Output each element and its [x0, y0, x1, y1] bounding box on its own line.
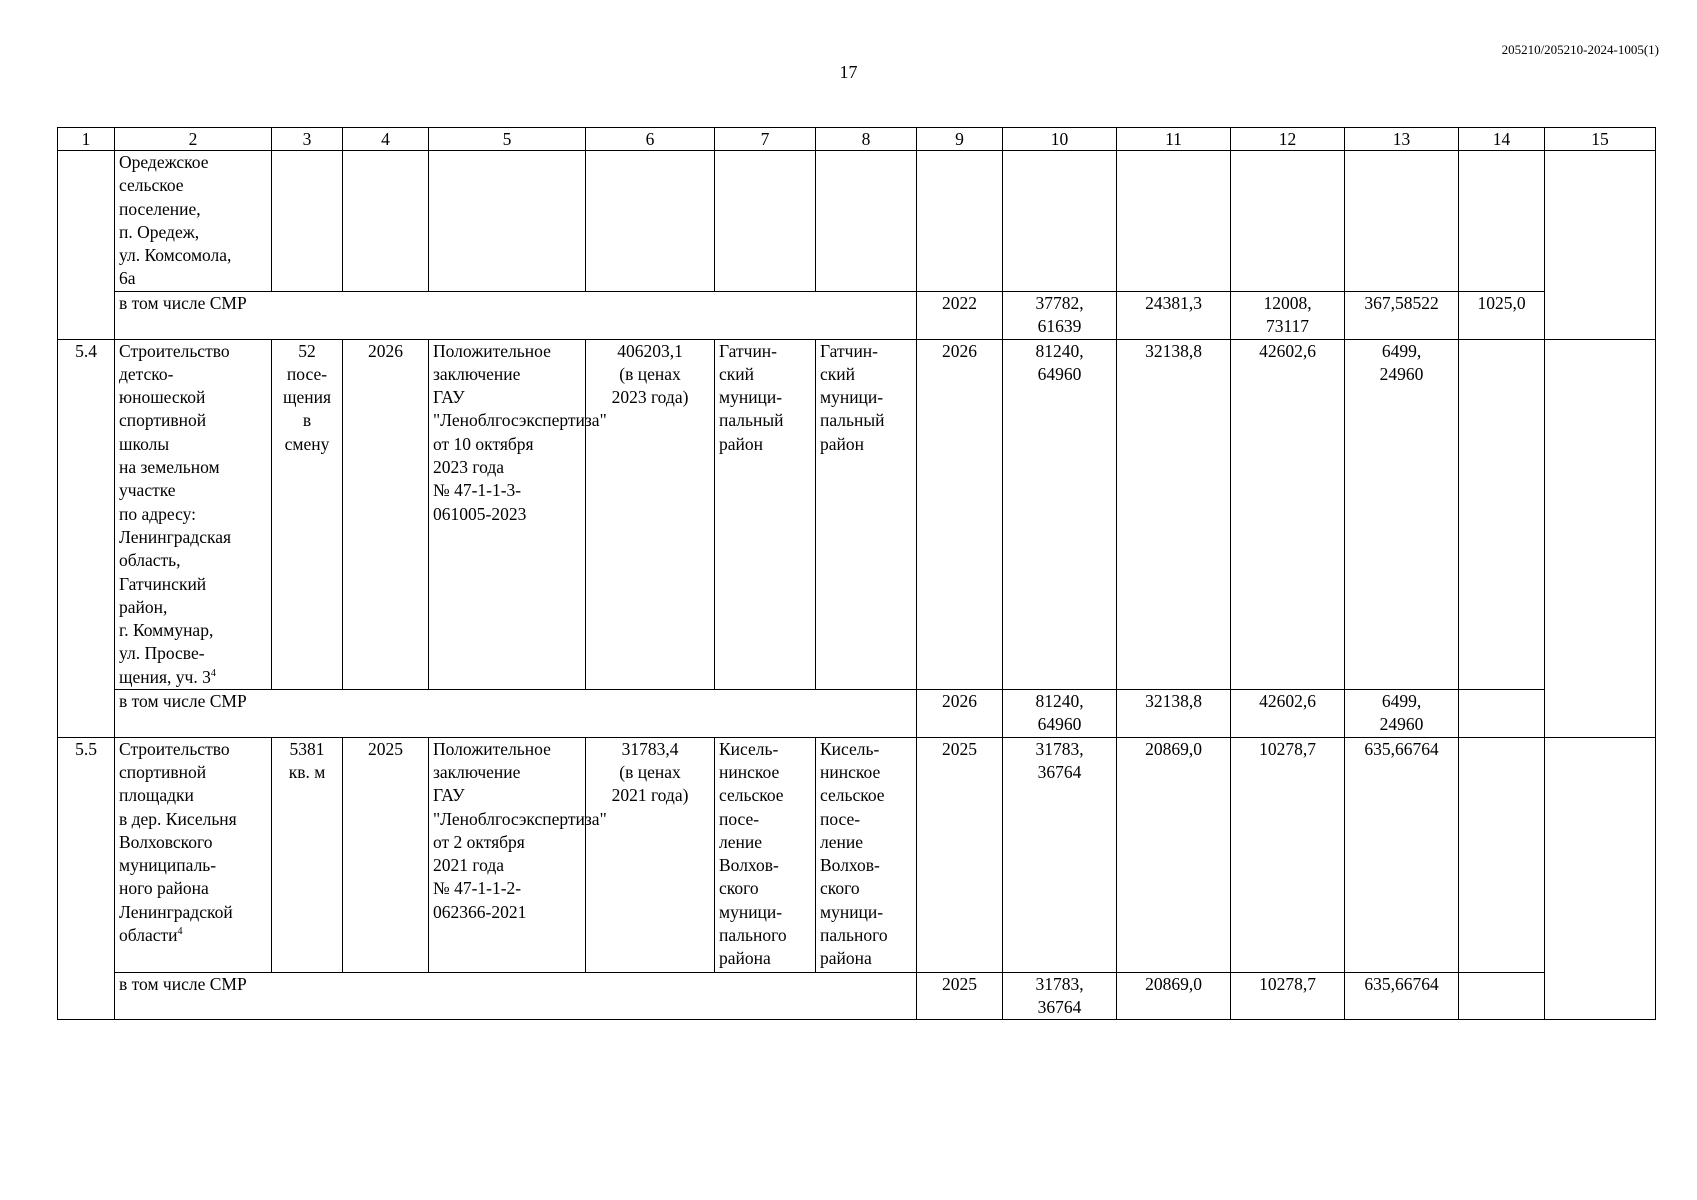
table-cell: [343, 151, 429, 292]
smr-row: [58, 690, 1656, 738]
smr-label: в том числе СМР: [115, 292, 917, 340]
table-cell: [1545, 151, 1656, 340]
object-name-text: Строительство спортивной площадки в дер. Кисельня Волховского муниципаль- ного района Ленинградской области: [119, 738, 237, 946]
value-12-cell: 10278,7: [1231, 737, 1345, 972]
header-cell: 2: [115, 128, 272, 151]
smr-label: в том числе СМР: [115, 690, 917, 738]
table-row: [58, 737, 1656, 972]
header-cell: 4: [343, 128, 429, 151]
value-13-cell: 635,66764: [1345, 737, 1459, 972]
table-cell: [1459, 151, 1545, 292]
smr-value-10: 81240, 64960: [1003, 690, 1117, 738]
table-cell: [1231, 151, 1345, 292]
value-11-cell: 32138,8: [1117, 339, 1231, 689]
smr-value-10: 31783, 36764: [1003, 972, 1117, 1020]
smr-year: 2026: [917, 690, 1003, 738]
header-cell: 12: [1231, 128, 1345, 151]
table-cell: [429, 151, 586, 292]
value-10-cell: 31783, 36764: [1003, 737, 1117, 972]
smr-value-13: 367,58522: [1345, 292, 1459, 340]
table-cell: [1003, 151, 1117, 292]
header-cell: 15: [1545, 128, 1656, 151]
smr-row: [58, 972, 1656, 1020]
table-cell: [917, 151, 1003, 292]
smr-year: 2022: [917, 292, 1003, 340]
value-12-cell: 42602,6: [1231, 339, 1345, 689]
row-number-cell: [58, 151, 115, 340]
smr-value-13: 6499, 24960: [1345, 690, 1459, 738]
header-cell: 11: [1117, 128, 1231, 151]
header-cell: 6: [586, 128, 715, 151]
table-cell: [1545, 339, 1656, 737]
object-name-cell: [115, 737, 272, 972]
header-cell: 9: [917, 128, 1003, 151]
table-cell: [586, 151, 715, 292]
table-cell: [1117, 151, 1231, 292]
expertise-cell: Положительное заключение ГАУ "Леноблгосэкспертиза" от 10 октября 2023 года № 47-1-1-3- 061005-2023: [429, 339, 586, 689]
smr-value-13: 635,66764: [1345, 972, 1459, 1020]
smr-year: 2025: [917, 972, 1003, 1020]
table-cell: [1459, 972, 1545, 1020]
smr-value-14: 1025,0: [1459, 292, 1545, 340]
smr-value-11: 24381,3: [1117, 292, 1231, 340]
header-cell: 3: [272, 128, 343, 151]
capacity-cell: 5381 кв. м: [272, 737, 343, 972]
header-cell: 1: [58, 128, 115, 151]
smr-value-12: 10278,7: [1231, 972, 1345, 1020]
developer-cell: Кисель- нинское сельское посе- ление Волхов- ского муници- пального района: [816, 737, 917, 972]
fin-year-cell: 2025: [917, 737, 1003, 972]
footnote-mark: 4: [177, 926, 183, 938]
footnote-mark: 4: [210, 667, 216, 679]
table-cell: [1459, 690, 1545, 738]
table-cell: [1545, 737, 1656, 1020]
header-row: [58, 128, 1656, 151]
header-cell: 13: [1345, 128, 1459, 151]
header-cell: 7: [715, 128, 816, 151]
table-cell: [272, 151, 343, 292]
header-cell: 14: [1459, 128, 1545, 151]
capacity-cell: 52 посе- щения в смену: [272, 339, 343, 689]
smr-label: в том числе СМР: [115, 972, 917, 1020]
object-name-text: Строительство детско- юношеской спортивной школы на земельном участке по адресу: Ленинградская область, Гатчинский район, г. Коммунар, ул. Просве- щения, уч. 3: [119, 340, 232, 687]
value-10-cell: 81240, 64960: [1003, 339, 1117, 689]
document-id: 205210/205210-2024-1005(1): [1501, 42, 1659, 57]
header-cell: 10: [1003, 128, 1117, 151]
customer-cell: Кисель- нинское сельское посе- ление Волхов- ского муници- пального района: [715, 737, 816, 972]
smr-value-11: 32138,8: [1117, 690, 1231, 738]
table-cell: [715, 151, 816, 292]
header-cell: 5: [429, 128, 586, 151]
table-row: [58, 151, 1656, 292]
row-number-cell: 5.5: [58, 737, 115, 1020]
header-cell: 8: [816, 128, 917, 151]
smr-value-12: 12008, 73117: [1231, 292, 1345, 340]
smr-value-10: 37782, 61639: [1003, 292, 1117, 340]
value-13-cell: 6499, 24960: [1345, 339, 1459, 689]
table-row: [58, 339, 1656, 689]
smr-value-11: 20869,0: [1117, 972, 1231, 1020]
developer-cell: Гатчин- ский муници- пальный район: [816, 339, 917, 689]
table-cell: [1345, 151, 1459, 292]
year-cell: 2025: [343, 737, 429, 972]
smr-value-12: 42602,6: [1231, 690, 1345, 738]
fin-year-cell: 2026: [917, 339, 1003, 689]
customer-cell: Гатчин- ский муници- пальный район: [715, 339, 816, 689]
object-name-cell: [115, 339, 272, 689]
page-number: 17: [839, 62, 858, 82]
table-cell: [1459, 339, 1545, 689]
row-number-cell: 5.4: [58, 339, 115, 737]
value-11-cell: 20869,0: [1117, 737, 1231, 972]
expertise-cell: Положительное заключение ГАУ "Леноблгосэкспертиза" от 2 октября 2021 года № 47-1-1-2- 062366-2021: [429, 737, 586, 972]
cost-cell: 31783,4 (в ценах 2021 года): [586, 737, 715, 972]
table-cell: [816, 151, 917, 292]
year-cell: 2026: [343, 339, 429, 689]
data-table: [57, 127, 1656, 1020]
cost-cell: 406203,1 (в ценах 2023 года): [586, 339, 715, 689]
table-cell: [1459, 737, 1545, 972]
object-name-cell: Оредежское сельское поселение, п. Оредеж, ул. Комсомола, 6а: [115, 151, 272, 292]
smr-row: [58, 292, 1656, 340]
